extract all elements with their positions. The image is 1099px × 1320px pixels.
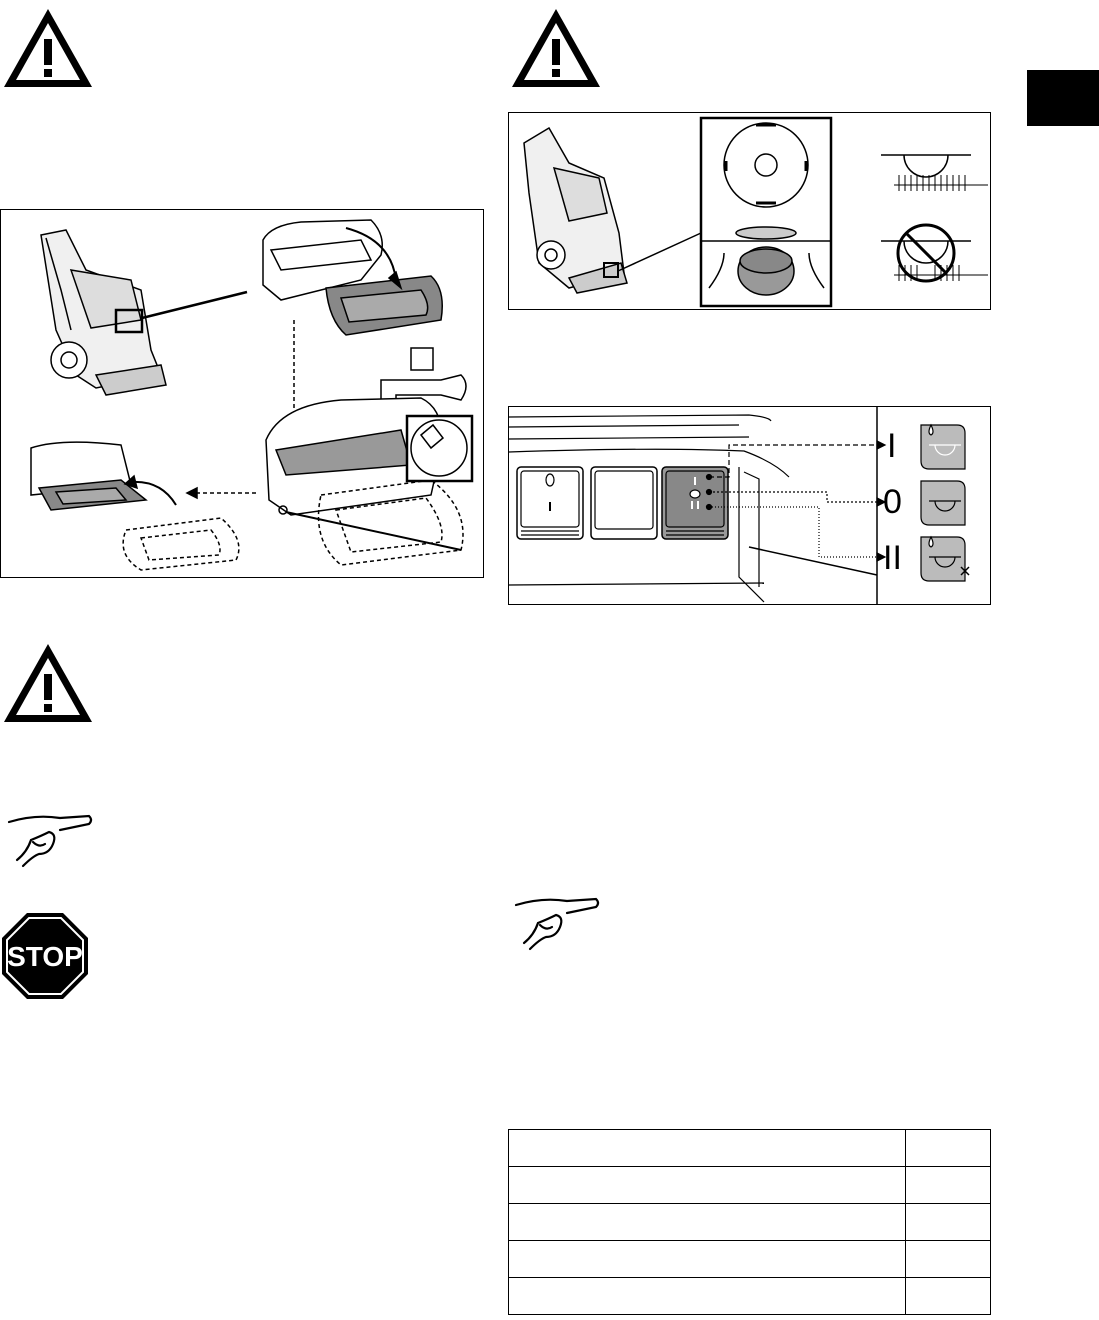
switch-panel-illustration <box>509 407 991 605</box>
mode-label-0: 0 <box>883 483 902 521</box>
figure-tank-removal <box>0 209 484 578</box>
warning-triangle-icon <box>0 640 96 726</box>
table-row <box>509 1278 991 1315</box>
pointing-hand-icon <box>5 810 95 870</box>
table-row <box>509 1204 991 1241</box>
table-row <box>509 1167 991 1204</box>
table-cell <box>906 1130 991 1167</box>
figure-switch-panel <box>508 406 991 605</box>
data-table <box>508 1129 991 1315</box>
table-cell <box>906 1241 991 1278</box>
spray-nozzle-illustration <box>509 113 991 310</box>
table-cell <box>509 1204 906 1241</box>
table-cell <box>509 1130 906 1167</box>
tank-removal-illustration <box>1 210 484 578</box>
table-cell <box>906 1204 991 1241</box>
mode-label-I: I <box>887 427 897 465</box>
table-cell <box>509 1278 906 1315</box>
table-cell <box>509 1241 906 1278</box>
warning-triangle-icon <box>508 5 604 91</box>
stop-sign-text: STOP <box>7 941 83 972</box>
mode-label-II: II <box>883 539 902 577</box>
language-tab <box>1027 70 1099 126</box>
table-cell <box>509 1167 906 1204</box>
table-cell <box>906 1278 991 1315</box>
pointing-hand-icon <box>512 893 602 953</box>
table-row <box>509 1241 991 1278</box>
table-row <box>509 1130 991 1167</box>
warning-triangle-icon <box>0 5 96 91</box>
figure-spray-nozzle <box>508 112 991 310</box>
table-cell <box>906 1167 991 1204</box>
stop-sign-icon <box>0 911 90 1001</box>
